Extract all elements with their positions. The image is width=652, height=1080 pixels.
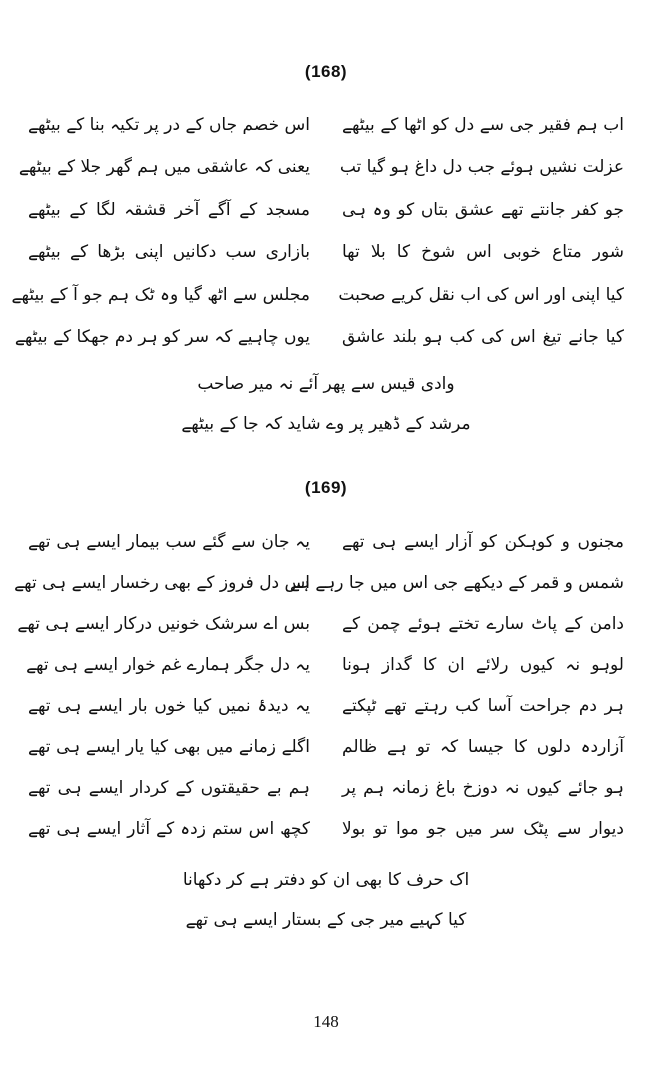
misra-second: ہم بے حقیقتوں کے کردار ایسے ہی تھے xyxy=(28,778,310,798)
couplet xyxy=(28,768,624,809)
misra-second: مجلس سے اٹھ گیا وہ ٹک ہم جو آ کے بیٹھے xyxy=(11,284,310,305)
couplet xyxy=(11,274,624,317)
misra-second: اس خصم جاں کے در پر تکیہ بنا کے بیٹھے xyxy=(28,114,310,135)
misra-second: یہ جان سے گئے سب بیمار ایسے ہی تھے xyxy=(28,532,310,552)
maqta-line: وادی قیس سے پھر آئے نہ میر صاحب xyxy=(197,374,455,394)
misra-second: اگلے زمانے میں بھی کیا یار ایسے ہی تھے xyxy=(28,737,310,757)
couplet xyxy=(17,604,624,645)
misra-second: مسجد کے آگے آخر قشقہ لگا کے بیٹھے xyxy=(28,199,310,220)
misra-second: یعنی کہ عاشقی میں ہم گھر جلا کے بیٹھے xyxy=(18,157,310,178)
ghazal-168-couplets xyxy=(11,104,624,359)
misra-second: یہ دل جگر ہمارے غم خوار ایسے ہی تھے xyxy=(26,655,310,675)
misra-first: شمس و قمر کے دیکھے جی اس میں جا رہے ہے xyxy=(290,573,624,593)
misra-first: دامن کے پاٹ سارے تختے ہوئے چمن کے xyxy=(342,614,624,634)
misra-first: ہو جائے کیوں نہ دوزخ باغ زمانہ ہم پر xyxy=(342,778,624,798)
misra-first: عزلت نشیں ہوئے جب دل داغ ہو گیا تب xyxy=(339,157,624,178)
misra-first: جو کفر جانتے تھے عشق بتاں کو وہ ہی xyxy=(342,199,624,220)
misra-first: دیوار سے پٹک سر میں جو موا تو بولا xyxy=(342,819,624,839)
misra-first: کیا اپنی اور اس کی اب نقل کریے صحبت xyxy=(338,284,624,305)
misra-second: بازاری سب دکانیں اپنی بڑھا کے بیٹھے xyxy=(28,242,310,263)
couplet xyxy=(14,317,624,360)
couplet xyxy=(28,104,624,147)
misra-second: اس دل فروز کے بھی رخسار ایسے ہی تھے xyxy=(14,573,310,593)
couplet xyxy=(28,686,624,727)
misra-second: بس اے سرشک خونیں درکار ایسے ہی تھے xyxy=(17,614,310,634)
couplet xyxy=(18,147,624,190)
couplet xyxy=(28,645,624,686)
couplet xyxy=(28,232,624,275)
misra-second: یہ دیدۂ نمیں کیا خوں بار ایسے ہی تھے xyxy=(28,696,310,716)
couplet xyxy=(28,189,624,232)
couplet xyxy=(28,727,624,768)
misra-first: مجنوں و کوہکن کو آزار ایسے ہی تھے xyxy=(342,532,624,552)
ghazal-number-169: (169) xyxy=(304,478,348,497)
ghazal-number-168: (168) xyxy=(304,62,348,81)
misra-first: کیا جانے تیغ اس کی کب ہو بلند عاشق xyxy=(342,327,624,348)
maqta-line: اک حرف کا بھی ان کو دفتر ہے کر دکھانا xyxy=(182,870,470,890)
couplet xyxy=(28,809,624,850)
ghazal-168-maqta xyxy=(0,364,652,444)
misra-first: ہر دم جراحت آسا کب رہتے تھے ٹپکتے xyxy=(342,696,624,716)
maqta-line: مرشد کے ڈھیر پر وے شاید کہ جا کے بیٹھے xyxy=(181,414,471,434)
misra-first: لوہو نہ کیوں رلائے ان کا گداز ہونا xyxy=(342,655,624,675)
misra-second: کچھ اس ستم زدہ کے آثار ایسے ہی تھے xyxy=(28,819,310,839)
misra-second: یوں چاہیے کہ سر کو ہر دم جھکا کے بیٹھے xyxy=(14,327,310,348)
couplet xyxy=(28,522,624,563)
misra-first: آزاردہ دلوں کا جیسا کہ تو ہے ظالم xyxy=(342,737,624,757)
ghazal-169-maqta xyxy=(0,860,652,940)
couplet xyxy=(14,563,624,604)
page-number: 148 xyxy=(313,1012,339,1031)
misra-first: شور متاع خوبی اس شوخ کا بلا تھا xyxy=(342,242,624,263)
maqta-line: کیا کہیے میر جی کے بستار ایسے ہی تھے xyxy=(185,910,467,930)
misra-first: اب ہم فقیر جی سے دل کو اٹھا کے بیٹھے xyxy=(342,114,624,135)
ghazal-169-couplets xyxy=(14,522,624,850)
